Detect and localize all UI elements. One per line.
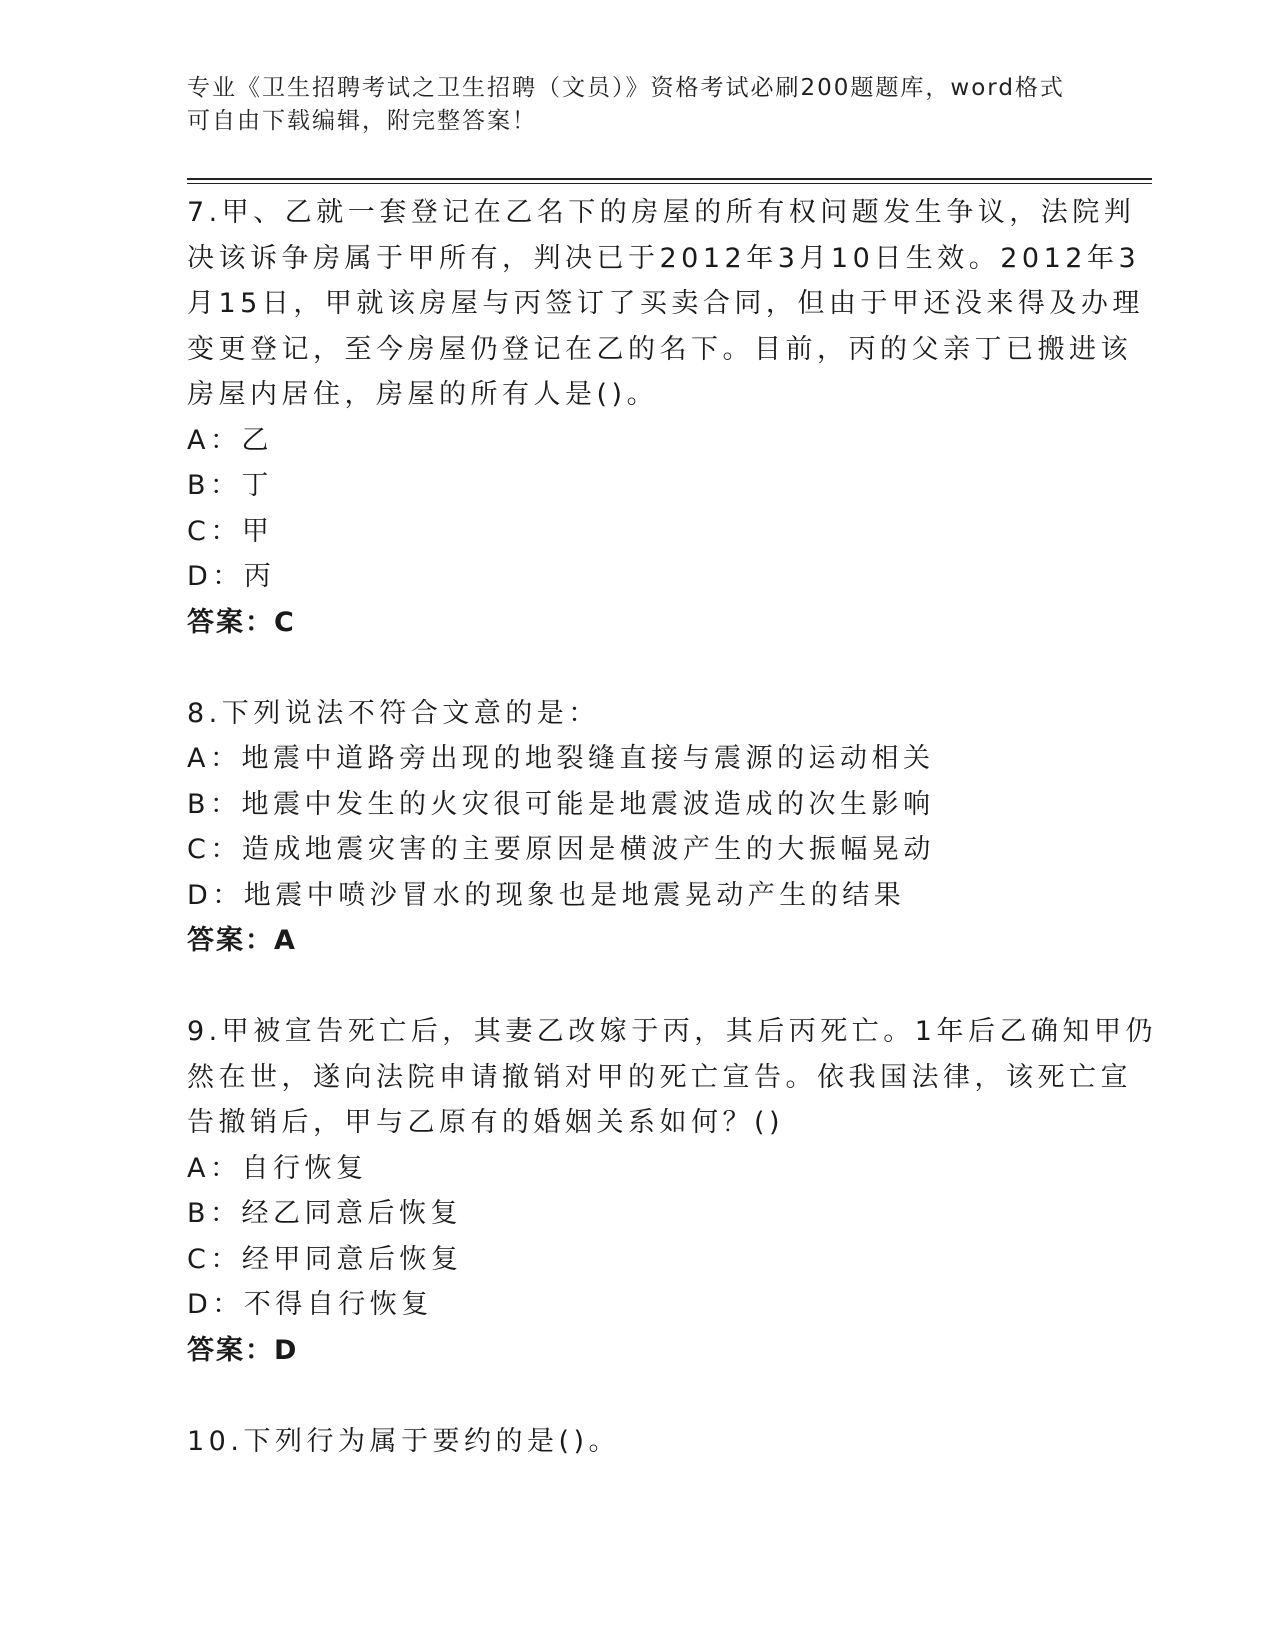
- question-7-answer: 答案：C: [187, 606, 296, 638]
- question-9: [187, 1009, 1157, 1373]
- question-9-line-2: 然在世，遂向法院申请撤销对甲的死亡宣告。依我国法律，该死亡宣: [187, 1061, 1132, 1093]
- spacer: [187, 964, 1087, 1010]
- question-8-option-c: C：造成地震灾害的主要原因是横波产生的大振幅晃动: [187, 834, 935, 865]
- question-7-line-3: 月15日，甲就该房屋与丙签订了买卖合同，但由于甲还没来得及办理: [187, 288, 1144, 319]
- question-7-option-a: A：乙: [187, 424, 273, 456]
- question-8-answer: 答案：A: [187, 925, 297, 956]
- question-10: [187, 1419, 1087, 1465]
- question-7-option-b: B：丁: [187, 470, 274, 501]
- question-list: [187, 190, 1157, 1464]
- question-9-option-b: B：经乙同意后恢复: [187, 1198, 463, 1229]
- header-divider-thick: [187, 178, 1152, 180]
- question-7: [187, 190, 1144, 645]
- document-header: [187, 72, 1087, 138]
- question-7-line-2: 决该诉争房属于甲所有，判决已于2012年3月10日生效。2012年3: [187, 242, 1141, 274]
- question-7-line-1: 7.甲、乙就一套登记在乙名下的房屋的所有权问题发生争议，法院判: [187, 197, 1136, 228]
- question-9-line-3: 告撤销后，甲与乙原有的婚姻关系如何？(): [187, 1107, 785, 1138]
- question-9-line-1: 9.甲被宣告死亡后，其妻乙改嫁于丙，其后丙死亡。1年后乙确知甲仍: [187, 1016, 1157, 1047]
- question-8-option-b: B：地震中发生的火灾很可能是地震波造成的次生影响: [187, 788, 935, 820]
- question-7-line-4: 变更登记，至今房屋仍登记在乙的名下。目前，丙的父亲丁已搬进该: [187, 333, 1132, 365]
- question-7-option-c: C：甲: [187, 515, 274, 547]
- question-8-line-1: 8.下列说法不符合文意的是：: [187, 697, 600, 729]
- question-9-option-c: C：经甲同意后恢复: [187, 1243, 463, 1275]
- spacer: [187, 1373, 1087, 1419]
- question-9-answer: 答案：D: [187, 1334, 299, 1366]
- header-divider-thin: [187, 183, 1152, 184]
- question-8-option-a: A：地震中道路旁出现的地裂缝直接与震源的运动相关: [187, 743, 935, 774]
- header-line-2: 可自由下载编辑，附完整答案！: [187, 108, 537, 134]
- question-7-line-5: 房屋内居住，房屋的所有人是()。: [187, 379, 659, 410]
- question-8-option-d: D：地震中喷沙冒水的现象也是地震晃动产生的结果: [187, 879, 906, 911]
- question-8: [187, 691, 1087, 964]
- question-9-option-d: D：不得自行恢复: [187, 1289, 433, 1320]
- question-10-line-1: 10.下列行为属于要约的是()。: [187, 1425, 621, 1457]
- spacer: [187, 645, 1087, 691]
- header-line-1: 专业《卫生招聘考试之卫生招聘（文员）》资格考试必刷200题题库，word格式: [187, 75, 1065, 101]
- question-7-option-d: D：丙: [187, 561, 276, 592]
- question-9-option-a: A：自行恢复: [187, 1152, 368, 1184]
